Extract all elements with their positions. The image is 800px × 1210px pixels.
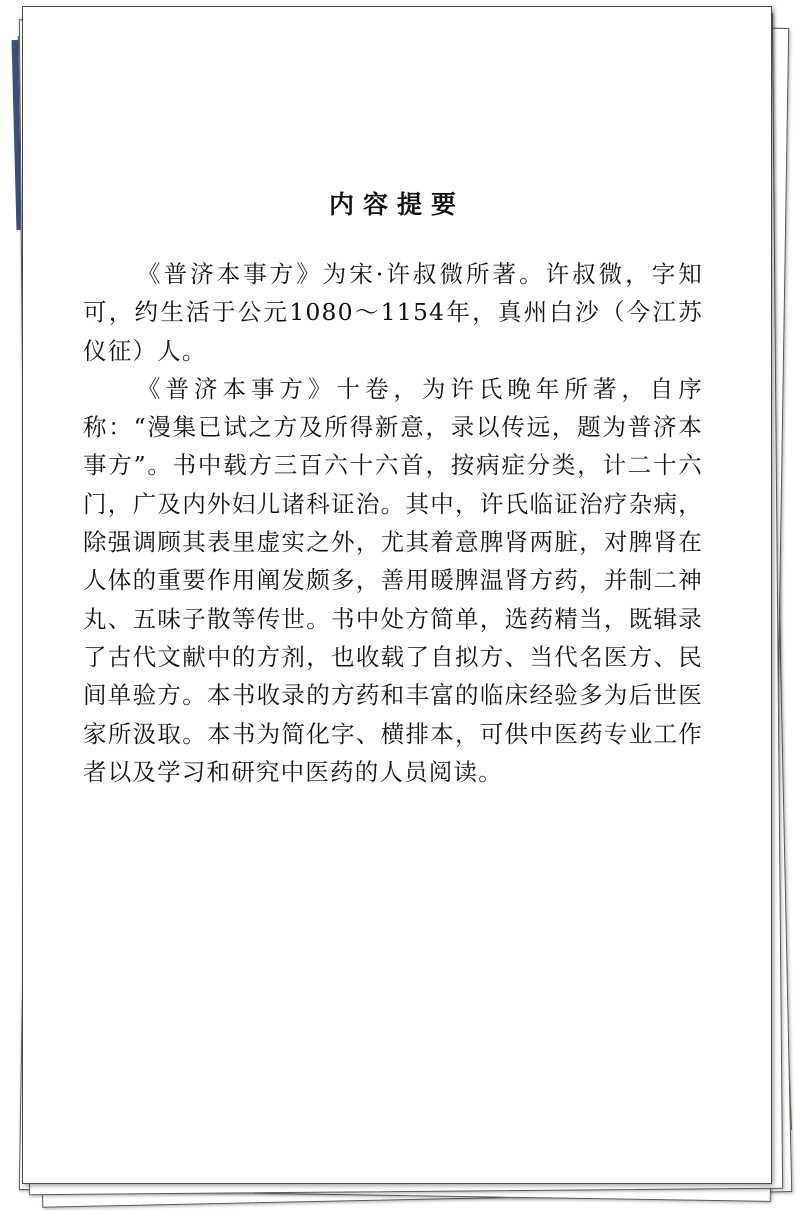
document-page — [22, 6, 772, 1184]
summary-body — [83, 255, 703, 791]
paragraph-2: 《普济本事方》十卷，为许氏晚年所著，自序称：“漫集已试之方及所得新意，录以传远，题为普济本事方”。书中载方三百六十六首，按病症分类，计二十六门，广及内外妇儿诸科证治。其中，许氏临证治疗杂病，除强调顾其表里虚实之外，尤其着意脾肾两脏，对脾肾在人体的重要作用阐发颇多，善用暖脾温肾方药，并制二神丸、五味子散等传世。书中处方简单，选药精当，既辑录了古代文献中的方剂，也收载了自拟方、当代名医方、民间单验方。本书收录的方药和丰富的临床经验多为后世医家所汲取。本书为简化字、横排本，可供中医药专业工作者以及学习和研究中医药的人员阅读。 — [83, 374, 703, 786]
page-title: 内容提要 — [328, 190, 465, 219]
paragraph-1: 《普济本事方》为宋·许叔微所著。许叔微，字知可，约生活于公元1080～1154年，真州白沙（今江苏仪征）人。 — [83, 260, 703, 365]
